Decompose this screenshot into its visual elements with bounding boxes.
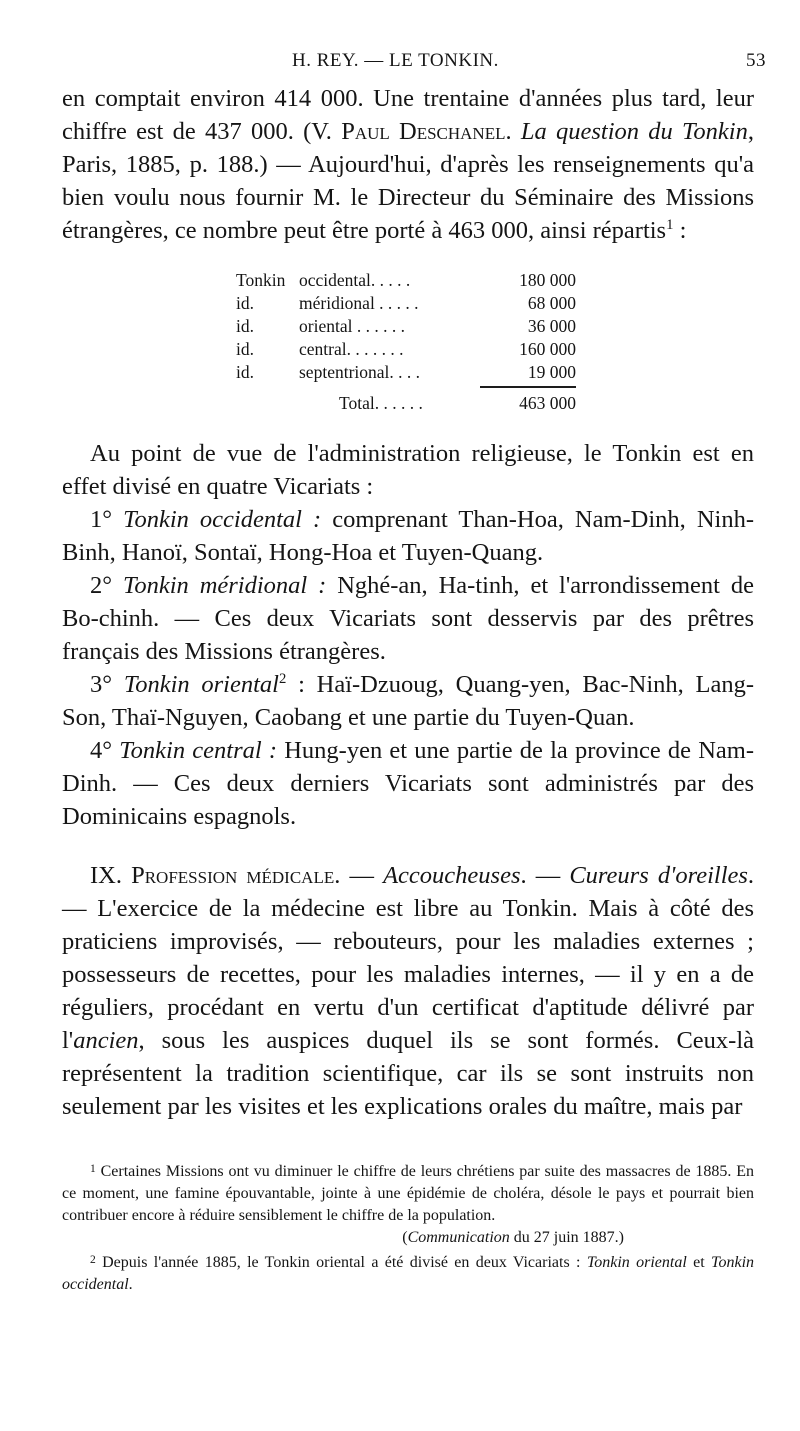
row-value: 180 000	[519, 270, 576, 290]
vicariat-name: Tonkin occidental	[62, 1254, 755, 1294]
vicariat-text: Nghé-an, Ha-tinh, et l'arrondissement de Bo-chinh. — Ces deux Vicariats sont desservis par des prêtres français des Missions étrangères.	[62, 572, 754, 665]
text-run: . —	[520, 862, 570, 889]
section-subheading: Accoucheuses	[383, 862, 521, 889]
table-row	[236, 361, 576, 384]
row-label: occidental. . . . .	[299, 270, 411, 290]
table-row	[236, 269, 576, 292]
row-region: id.	[236, 362, 254, 382]
footnote-mark: 2	[90, 1254, 96, 1267]
text-run: . —	[334, 862, 384, 889]
vicariat-name: Tonkin occidental :	[123, 506, 322, 533]
running-head: H. REY. — LE TONKIN.	[292, 50, 499, 71]
text-run: , sous les auspices duquel ils se sont formés. Ceux-là représentent la tradition scientifique, car ils se sont instruits non seulement par les visites et les explications orales du maître, mais par	[62, 1027, 754, 1120]
footnote-text: Depuis l'année 1885, le Tonkin oriental a été divisé en deux Vicariats :	[95, 1254, 587, 1272]
vicariat-item	[62, 569, 754, 668]
total-label: Total. . . . . .	[339, 393, 423, 413]
footnote-ref: 2	[278, 670, 287, 687]
vicariat-text: comprenant Than-Hoa, Nam-Dinh, Ninh-Binh, Hanoï, Sontaï, Hong-Hoa et Tuyen-Quang.	[62, 506, 754, 566]
page-header	[0, 50, 800, 80]
vicariat-item	[62, 734, 754, 833]
row-region: Tonkin	[236, 270, 286, 290]
row-value: 36 000	[527, 316, 576, 336]
row-value: 68 000	[527, 293, 576, 313]
main-text	[62, 82, 754, 1123]
total-rule	[480, 386, 576, 388]
population-table	[236, 269, 576, 415]
vicariat-item	[62, 503, 754, 569]
row-region: id.	[236, 293, 254, 313]
text-run: en comptait environ 414 000. Une trentaine d'années plus tard, leur chiffre est de 437 000. (V.	[62, 85, 754, 145]
row-region: id.	[236, 316, 254, 336]
footnotes	[62, 1158, 754, 1296]
row-value: 19 000	[527, 362, 576, 382]
paragraph-population	[62, 82, 754, 247]
vicariat-name: Tonkin central :	[119, 737, 278, 764]
page-number: 53	[746, 50, 766, 71]
vicariat-name: Tonkin oriental	[123, 671, 279, 698]
item-number: 2°	[90, 572, 113, 599]
source-italic: Communication	[407, 1229, 510, 1247]
section-medical-profession	[62, 859, 754, 1123]
text-run: du 27 juin 1887.)	[509, 1229, 624, 1247]
author-name: Paul Deschanel	[341, 118, 506, 145]
text-run: et	[686, 1254, 712, 1272]
paragraph-vicariats-intro: Au point de vue de l'administration religieuse, le Tonkin est en effet divisé en quatre Vicariats :	[62, 440, 754, 500]
footnote-2	[62, 1249, 754, 1296]
section-number: IX.	[90, 862, 132, 889]
row-label: central. . . . . . .	[299, 339, 404, 359]
footnote-ref: 1	[666, 216, 674, 233]
row-value: 160 000	[519, 339, 576, 359]
row-region: id.	[236, 339, 254, 359]
vicariat-name: Tonkin oriental	[586, 1254, 687, 1272]
vicariat-name: Tonkin méridional :	[122, 572, 327, 599]
text-run: .	[128, 1276, 133, 1294]
footnote-1	[62, 1158, 754, 1227]
table-row	[236, 292, 576, 315]
text-run: .	[505, 118, 521, 145]
table-total-row	[236, 392, 576, 415]
book-title: La question du Tonkin	[520, 118, 748, 145]
item-number: 4°	[90, 737, 113, 764]
footnote-text: Certaines Missions ont vu diminuer le chiffre de leurs chrétiens par suite des massacres de 1885. En ce moment, une famine épouvantable, jointe à une épidémie de choléra, désole le pays et pourrait bien contribuer encore à réduire sensiblement le chiffre de la population.	[62, 1163, 754, 1225]
footnote-1-source	[62, 1227, 754, 1249]
text-run: . — L'exercice de la médecine est libre au Tonkin. Mais à côté des praticiens improvisés, — rebouteurs, pour les maladies externes ; possesseurs de recettes, pour les maladies internes, — il y en a de réguliers, procédant en vertu d'un certificat d'aptitude délivré par l'	[62, 862, 755, 1054]
vicariat-text: : Haï-Dzuoug, Quang-yen, Bac-Ninh, Lang-Son, Thaï-Nguyen, Caobang et une partie du Tuyen-Quan.	[62, 671, 755, 731]
section-subheading: Cureurs d'oreilles	[569, 862, 748, 889]
vicariat-item	[62, 668, 754, 734]
table-row	[236, 315, 576, 338]
section-heading: Profession médicale	[131, 862, 335, 889]
total-value: 463 000	[519, 393, 576, 413]
italic-word: ancien	[73, 1027, 139, 1054]
vicariat-text: Hung-yen et une partie de la province de Nam-Dinh. — Ces deux derniers Vicariats sont administrés par des Dominicains espagnols.	[62, 737, 755, 830]
row-label: septentrional. . . .	[299, 362, 421, 382]
text-run: (	[402, 1229, 408, 1247]
text-run: :	[673, 217, 687, 244]
table-row	[236, 338, 576, 361]
footnote-mark: 1	[90, 1163, 96, 1175]
item-number: 3°	[90, 671, 113, 698]
text-run: , Paris, 1885, p. 188.) — Aujourd'hui, d'après les renseignements qu'a bien voulu nous fournir M. le Directeur du Séminaire des Missions étrangères, ce nombre peut être porté à 463 000, ainsi répartis	[62, 118, 754, 244]
row-label: méridional . . . . .	[299, 293, 419, 313]
row-label: oriental . . . . . .	[299, 316, 405, 336]
item-number: 1°	[90, 506, 113, 533]
